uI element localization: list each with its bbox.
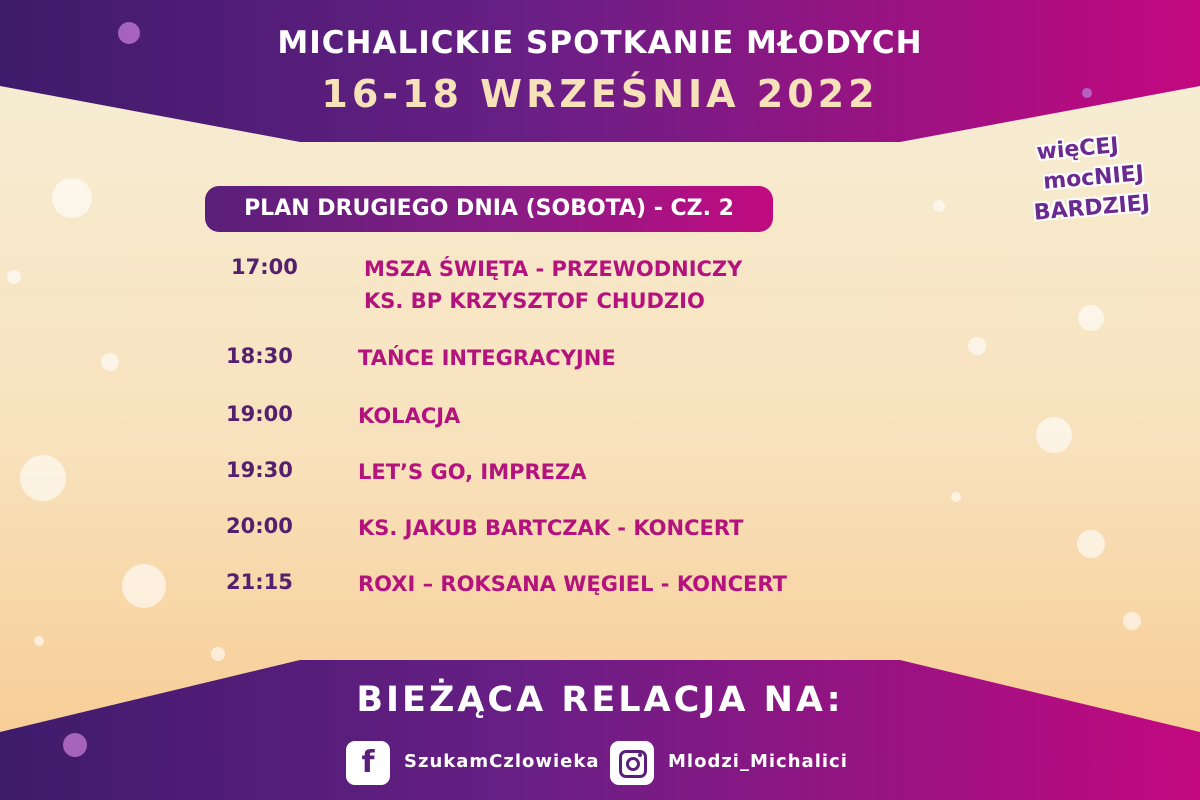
bokeh-dot [34,636,44,646]
plan-heading: PLAN DRUGIEGO DNIA (SOBOTA) - CZ. 2 [205,186,773,232]
slogan-line: mocNIEJ [1042,161,1145,195]
schedule-row [0,514,1200,544]
instagram-link[interactable] [610,741,870,785]
bokeh-dot [63,733,87,757]
schedule-event: KS. BP KRZYSZTOF CHUDZIO [364,289,705,313]
schedule-row [0,402,1200,432]
slogan-line: więCEJ [1035,133,1120,166]
facebook-link[interactable] [346,741,600,785]
schedule-row [0,344,1200,374]
schedule-time: 18:30 [226,344,293,368]
schedule-time: 21:15 [226,570,293,594]
schedule-time: 20:00 [226,514,293,538]
schedule-row [0,458,1200,488]
slogan-logo [1026,128,1195,247]
schedule-time: 19:00 [226,402,293,426]
schedule-row [0,255,1200,319]
bokeh-dot [52,178,92,218]
schedule-time: 17:00 [231,255,298,279]
schedule-event: KS. JAKUB BARTCZAK - KONCERT [358,516,744,540]
bokeh-dot [951,492,961,502]
bokeh-dot [933,200,945,212]
bokeh-dot [1123,612,1141,630]
facebook-icon: f [346,741,390,785]
slogan-line: BARDZIEJ [1032,190,1151,226]
schedule-time: 19:30 [226,458,293,482]
event-title: MICHALICKIE SPOTKANIE MŁODYCH [277,25,923,61]
instagram-handle: Mlodzi_Michalici [668,751,848,772]
facebook-handle: SzukamCzlowieka [404,751,600,772]
schedule-event: ROXI – ROKSANA WĘGIEL - KONCERT [358,572,787,596]
schedule-event: TAŃCE INTEGRACYJNE [358,346,616,370]
bokeh-dot [211,647,225,661]
schedule-event: LET’S GO, IMPREZA [358,460,587,484]
live-coverage-heading: BIEŻĄCA RELACJA NA: [356,680,844,720]
event-date: 16-18 WRZEŚNIA 2022 [321,72,879,116]
schedule-event: MSZA ŚWIĘTA - PRZEWODNICZY [364,257,743,281]
schedule-row [0,570,1200,600]
instagram-icon [610,741,654,785]
schedule-event: KOLACJA [358,404,461,428]
